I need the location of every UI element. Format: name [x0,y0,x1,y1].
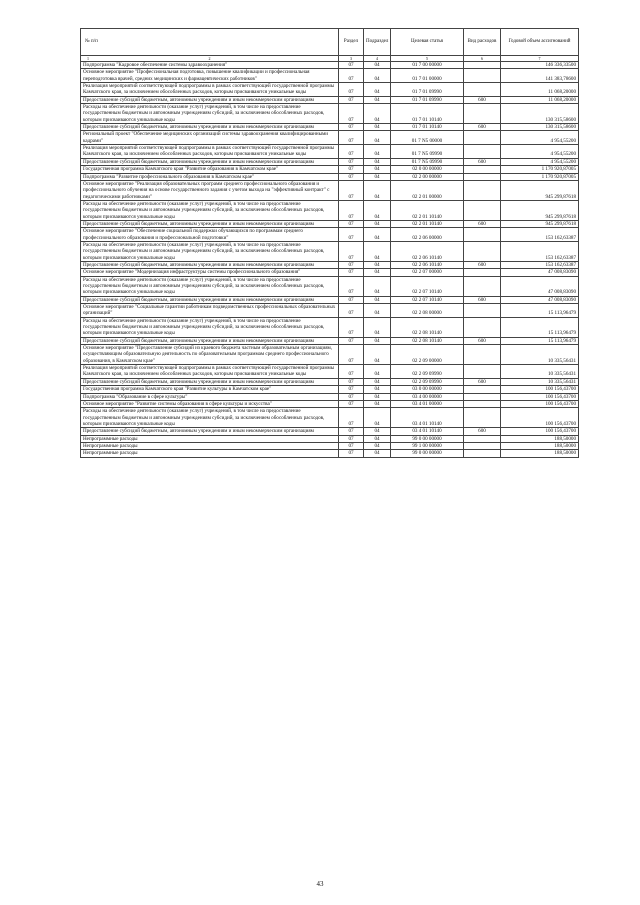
row-razdel: 07 [339,180,364,200]
row-razdel: 07 [339,241,364,261]
row-name: Основное мероприятие "Развитие системы образования в сфере культуры и искусства" [81,400,339,407]
row-amount: 153 162,63387 [501,261,579,268]
row-vid [464,400,501,407]
row-amount: 188,50000 [501,435,579,442]
row-amount: 4 954,55200 [501,158,579,165]
table-row [81,124,579,131]
row-vid [464,241,501,261]
row-podrazdel: 04 [364,450,391,457]
header-vid: Вид расходов [464,29,501,56]
row-podrazdel: 04 [364,276,391,296]
row-name: Реализация мероприятий соответствующей подпрограммы в рамках соответствующей государственной программы Камчатского края, за исключением обособленных расходов, которым присваиваются уникальные коды [81,83,339,97]
table-row [81,62,579,69]
row-vid [464,166,501,173]
row-vid [464,408,501,428]
row-name: Предоставление субсидий бюджетным, автономным учреждениям и иным некоммерческим организациям [81,96,339,103]
row-razdel: 07 [339,442,364,449]
row-statya: 02 2 00 00000 [391,173,464,180]
table-row [81,450,579,457]
row-amount: 100 156,43700 [501,393,579,400]
table-row [81,261,579,268]
page-number: 43 [316,880,324,888]
row-name: Непрограммные расходы [81,450,339,457]
row-amount: 47 008,83090 [501,276,579,296]
row-vid [464,200,501,220]
row-podrazdel: 04 [364,200,391,220]
row-statya: 01 7 01 10140 [391,104,464,124]
column-number: 7 [501,56,579,62]
row-statya: 02 2 01 00000 [391,180,464,200]
budget-table [80,28,579,458]
row-vid: 600 [464,124,501,131]
row-statya: 03 4 01 10140 [391,408,464,428]
row-vid [464,442,501,449]
table-header-row [81,29,579,56]
row-podrazdel: 04 [364,180,391,200]
row-podrazdel: 04 [364,442,391,449]
row-name: Расходы на обеспечение деятельности (оказание услуг) учреждений, в том числе на предоставление государственным бюджетным и автономным учреждениям субсидий, за исключением обособленных расходов, которым присваиваются уникальные коды [81,317,339,337]
header-statya: Целевая статья [391,29,464,56]
table-row [81,304,579,318]
row-name: Расходы на обеспечение деятельности (оказание услуг) учреждений, в том числе на предоставление государственным бюджетным и автономным учреждениям субсидий, за исключением обособленных расходов, которым присваиваются уникальные коды [81,408,339,428]
row-razdel: 07 [339,296,364,303]
table-body [81,62,579,458]
row-statya: 02 2 06 10140 [391,241,464,261]
row-amount: 945 299,87618 [501,180,579,200]
row-razdel: 07 [339,408,364,428]
row-name: Основное мероприятие "Социальные гарантии работникам подведомственных профессиональных образовательных организаций" [81,304,339,318]
table-row [81,104,579,124]
row-amount: 153 162,63387 [501,228,579,242]
row-name: Основное мероприятие "Реализация образовательных программ среднего профессионального образования и профессионального обучения на основе государственного задания с учетом выхода на "эффективный контракт" с педагогическими работниками" [81,180,339,200]
row-razdel: 07 [339,428,364,435]
row-statya: 02 2 07 10140 [391,296,464,303]
row-amount: 188,50000 [501,450,579,457]
row-razdel: 07 [339,276,364,296]
table-row [81,408,579,428]
row-vid [464,145,501,159]
row-statya: 02 2 08 00000 [391,304,464,318]
row-name: Основное мероприятие "Профессиональная подготовка, повышение квалификации и профессиональная переподготовка врачей, средних медицинских и фармацевтических работников" [81,69,339,83]
row-amount: 130 315,58600 [501,104,579,124]
row-podrazdel: 04 [364,400,391,407]
row-vid [464,180,501,200]
table-row [81,276,579,296]
column-number: 4 [364,56,391,62]
row-name: Расходы на обеспечение деятельности (оказание услуг) учреждений, в том числе на предоставление государственным бюджетным и автономным учреждениям субсидий, за исключением обособленных расходов, которым присваиваются уникальные коды [81,276,339,296]
column-number: 1 [87,56,89,61]
row-vid [464,393,501,400]
column-number: 3 [339,56,364,62]
row-statya: 01 7 01 09990 [391,83,464,97]
row-statya: 99 1 00 00000 [391,442,464,449]
row-name: Реализация мероприятий соответствующей подпрограммы в рамках соответствующей государственной программы Камчатского края, за исключением обособленных расходов, которым присваиваются уникальные коды [81,145,339,159]
row-vid: 600 [464,378,501,385]
row-razdel: 07 [339,158,364,165]
row-name: Реализация мероприятий соответствующей подпрограммы в рамках соответствующей государственной программы Камчатского края, за исключением обособленных расходов, которым присваиваются уникальные коды [81,365,339,379]
table-row [81,145,579,159]
table-row [81,317,579,337]
row-razdel: 07 [339,317,364,337]
row-vid: 600 [464,296,501,303]
row-podrazdel: 04 [364,428,391,435]
table-row [81,200,579,220]
row-statya: 01 7 01 10140 [391,124,464,131]
row-vid [464,83,501,97]
row-statya: 02 2 09 00000 [391,345,464,365]
row-statya: 03 4 00 00000 [391,393,464,400]
column-number: 2 [208,56,211,61]
header-name: № п/п [81,29,339,56]
row-vid: 600 [464,158,501,165]
table-row [81,228,579,242]
table-row [81,442,579,449]
row-podrazdel: 04 [364,378,391,385]
row-razdel: 07 [339,200,364,220]
row-statya: 02 2 01 10140 [391,220,464,227]
row-statya: 02 2 07 00000 [391,269,464,276]
row-razdel: 07 [339,304,364,318]
row-podrazdel: 04 [364,96,391,103]
row-amount: 15 113,96479 [501,317,579,337]
row-vid: 600 [464,96,501,103]
table-row [81,180,579,200]
table-row [81,296,579,303]
row-name: Предоставление субсидий бюджетным, автономным учреждениям и иным некоммерческим организациям [81,261,339,268]
row-podrazdel: 04 [364,173,391,180]
row-name: Непрограммные расходы [81,442,339,449]
row-amount: 11 068,20000 [501,96,579,103]
row-statya: 01 7 01 09990 [391,96,464,103]
row-amount: 100 156,43700 [501,408,579,428]
row-vid [464,228,501,242]
row-vid [464,386,501,393]
row-razdel: 07 [339,124,364,131]
row-amount: 1 170 920,87005 [501,173,579,180]
row-razdel: 07 [339,269,364,276]
row-vid [464,304,501,318]
table-row [81,166,579,173]
table-row [81,435,579,442]
row-razdel: 07 [339,69,364,83]
row-name: Расходы на обеспечение деятельности (оказание услуг) учреждений, в том числе на предоставление государственным бюджетным и автономным учреждениям субсидий, за исключением обособленных расходов, которым присваиваются уникальные коды [81,241,339,261]
row-razdel: 07 [339,228,364,242]
row-vid [464,317,501,337]
row-amount: 100 156,43700 [501,400,579,407]
row-statya: 02 2 08 10140 [391,317,464,337]
row-statya: 02 2 09 09990 [391,378,464,385]
row-podrazdel: 04 [364,408,391,428]
row-statya: 01 7 N5 09990 [391,158,464,165]
row-statya: 03 4 01 00000 [391,400,464,407]
row-podrazdel: 04 [364,393,391,400]
column-number-cell [81,56,339,62]
row-amount: 4 954,55200 [501,145,579,159]
row-amount: 945 299,87618 [501,200,579,220]
row-amount: 47 008,83090 [501,269,579,276]
row-name: Предоставление субсидий бюджетным, автономным учреждениям и иным некоммерческим организациям [81,220,339,227]
row-name: Предоставление субсидий бюджетным, автономным учреждениям и иным некоммерческим организациям [81,124,339,131]
row-statya: 02 0 00 00000 [391,166,464,173]
table-row [81,96,579,103]
row-amount: 10 335,56431 [501,345,579,365]
row-podrazdel: 04 [364,166,391,173]
row-podrazdel: 04 [364,104,391,124]
row-amount: 1 170 920,87005 [501,166,579,173]
row-vid [464,450,501,457]
row-name: Предоставление субсидий бюджетным, автономным учреждениям и иным некоммерческим организациям [81,158,339,165]
row-podrazdel: 04 [364,345,391,365]
row-vid: 600 [464,428,501,435]
row-amount: 10 335,56431 [501,365,579,379]
row-amount: 15 113,96479 [501,304,579,318]
table-row [81,131,579,145]
row-podrazdel: 04 [364,261,391,268]
row-name: Расходы на обеспечение деятельности (оказание услуг) учреждений, в том числе на предоставление государственным бюджетным и автономным учреждениям субсидий, за исключением обособленных расходов, которым присваиваются уникальные коды [81,104,339,124]
row-vid [464,276,501,296]
row-vid: 600 [464,220,501,227]
row-razdel: 07 [339,435,364,442]
table-row [81,428,579,435]
row-razdel: 07 [339,104,364,124]
header-amount: Годовой объем ассигнований [501,29,579,56]
row-amount: 100 156,43700 [501,386,579,393]
table-row [81,173,579,180]
table-row [81,345,579,365]
row-razdel: 07 [339,393,364,400]
row-amount: 10 335,56431 [501,378,579,385]
row-podrazdel: 04 [364,62,391,69]
row-statya: 03 4 01 10140 [391,428,464,435]
row-vid [464,62,501,69]
row-podrazdel: 04 [364,317,391,337]
row-statya: 02 2 09 09990 [391,365,464,379]
row-statya: 01 7 01 00000 [391,69,464,83]
row-razdel: 07 [339,261,364,268]
row-razdel: 07 [339,96,364,103]
row-amount: 153 162,63387 [501,241,579,261]
row-amount: 4 954,55200 [501,131,579,145]
row-podrazdel: 04 [364,241,391,261]
row-razdel: 07 [339,378,364,385]
row-vid [464,173,501,180]
row-amount: 47 008,83090 [501,296,579,303]
row-name: Подпрограмма "Кадровое обеспечение системы здравоохранения" [81,62,339,69]
table-row [81,83,579,97]
header-podrazdel: Подраздел [364,29,391,56]
row-vid [464,365,501,379]
row-statya: 02 2 06 10140 [391,261,464,268]
row-statya: 03 0 00 00000 [391,386,464,393]
row-podrazdel: 04 [364,158,391,165]
row-razdel: 07 [339,337,364,344]
table-row [81,378,579,385]
row-razdel: 07 [339,345,364,365]
row-name: Подпрограмма "Развитие профессионального образования в Камчатском крае" [81,173,339,180]
row-statya: 02 2 06 00000 [391,228,464,242]
row-podrazdel: 04 [364,220,391,227]
row-podrazdel: 04 [364,69,391,83]
table-row [81,158,579,165]
row-amount: 146 336,33500 [501,62,579,69]
row-podrazdel: 04 [364,131,391,145]
row-statya: 01 7 00 00000 [391,62,464,69]
table-row [81,393,579,400]
row-podrazdel: 04 [364,365,391,379]
row-name: Государственная программа Камчатского края "Развитие культуры в Камчатском крае" [81,386,339,393]
row-amount: 188,50000 [501,442,579,449]
row-vid: 600 [464,261,501,268]
row-statya: 02 2 07 10140 [391,276,464,296]
row-vid [464,69,501,83]
row-amount: 100 156,43700 [501,428,579,435]
row-statya: 02 2 01 10140 [391,200,464,220]
row-statya: 01 7 N5 09990 [391,145,464,159]
row-name: Расходы на обеспечение деятельности (оказание услуг) учреждений, в том числе на предоставление государственным бюджетным и автономным учреждениям субсидий, за исключением обособленных расходов, которым присваиваются уникальные коды [81,200,339,220]
row-razdel: 07 [339,365,364,379]
column-number: 5 [391,56,464,62]
row-podrazdel: 04 [364,83,391,97]
row-podrazdel: 04 [364,386,391,393]
row-amount: 11 068,20000 [501,83,579,97]
row-name: Региональный проект "Обеспечение медицинских организаций системы здравоохранения квалифицированными кадрами" [81,131,339,145]
row-statya: 99 0 00 00000 [391,450,464,457]
row-podrazdel: 04 [364,296,391,303]
row-amount: 15 113,96479 [501,337,579,344]
row-statya: 01 7 N5 00000 [391,131,464,145]
row-name: Основное мероприятие "Обеспечение социальной поддержки обучающихся по программам среднего профессионального образования и профессиональной подготовки" [81,228,339,242]
row-podrazdel: 04 [364,435,391,442]
row-razdel: 07 [339,173,364,180]
header-razdel: Раздел [339,29,364,56]
row-razdel: 07 [339,450,364,457]
row-razdel: 07 [339,166,364,173]
row-amount: 945 299,87618 [501,220,579,227]
table-row [81,69,579,83]
row-name: Государственная программа Камчатского края "Развитие образования в Камчатском крае" [81,166,339,173]
row-amount: 130 315,58600 [501,124,579,131]
row-statya: 02 2 08 10140 [391,337,464,344]
row-amount: 141 383,78600 [501,69,579,83]
row-vid [464,345,501,365]
row-podrazdel: 04 [364,228,391,242]
row-vid: 600 [464,337,501,344]
row-name: Предоставление субсидий бюджетным, автономным учреждениям и иным некоммерческим организациям [81,296,339,303]
table-row [81,386,579,393]
row-razdel: 07 [339,131,364,145]
row-vid [464,435,501,442]
table-row [81,241,579,261]
row-name: Подпрограмма "Образование в сфере культуры" [81,393,339,400]
row-statya: 99 0 00 00000 [391,435,464,442]
row-podrazdel: 04 [364,269,391,276]
row-name: Основное мероприятие "Предоставление субсидий из краевого бюджета частным образовательным организациям, осуществляющим образовательную деятельность по образовательным программам среднего профессионального образования, в Камчатском крае" [81,345,339,365]
table-row [81,400,579,407]
row-name: Непрограммные расходы [81,435,339,442]
table-row [81,365,579,379]
row-razdel: 07 [339,400,364,407]
row-razdel: 07 [339,62,364,69]
row-razdel: 07 [339,83,364,97]
row-name: Предоставление субсидий бюджетным, автономным учреждениям и иным некоммерческим организациям [81,337,339,344]
row-podrazdel: 04 [364,337,391,344]
row-name: Основное мероприятие "Модернизация инфраструктуры системы профессионального образования" [81,269,339,276]
row-podrazdel: 04 [364,145,391,159]
row-vid [464,269,501,276]
table-row [81,269,579,276]
row-podrazdel: 04 [364,304,391,318]
table-row [81,337,579,344]
row-name: Предоставление субсидий бюджетным, автономным учреждениям и иным некоммерческим организациям [81,378,339,385]
row-name: Предоставление субсидий бюджетным, автономным учреждениям и иным некоммерческим организациям [81,428,339,435]
row-razdel: 07 [339,386,364,393]
column-number: 6 [464,56,501,62]
row-razdel: 07 [339,145,364,159]
table-row [81,220,579,227]
row-vid [464,131,501,145]
row-podrazdel: 04 [364,124,391,131]
row-razdel: 07 [339,220,364,227]
row-vid [464,104,501,124]
